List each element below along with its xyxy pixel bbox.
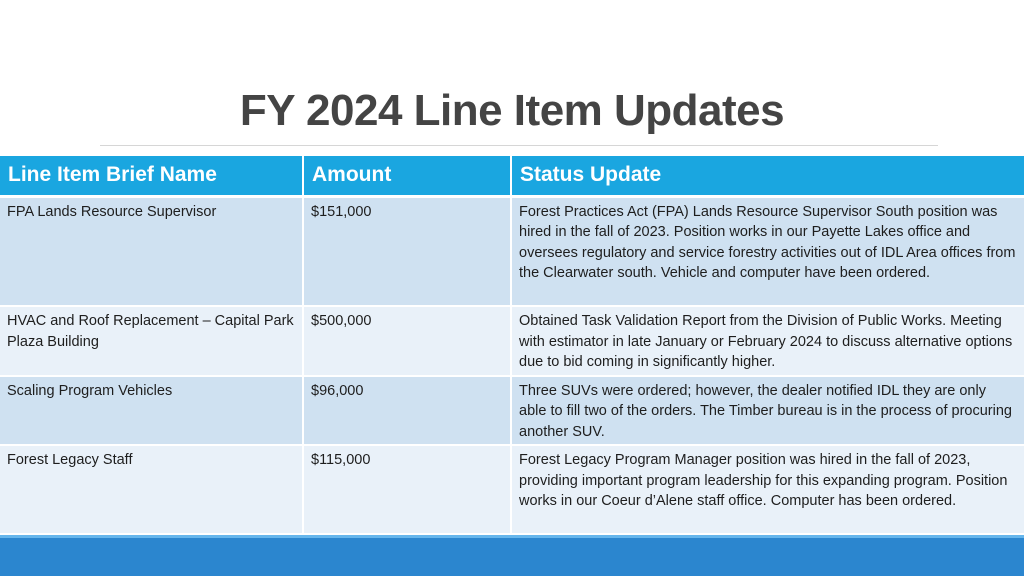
slide-title: FY 2024 Line Item Updates <box>239 86 785 135</box>
title-divider <box>100 145 938 146</box>
header-status-update: Status Update <box>511 156 1024 196</box>
line-item-amount: $96,000 <box>303 376 511 446</box>
line-item-status: Forest Practices Act (FPA) Lands Resource Supervisor South position was hired in the fall of 2023. Position works in our Payette Lakes office and oversees regulatory and service forestry activities out of IDL Area offices from the Clearwater south. Vehicle and computer have been ordered. <box>511 196 1024 306</box>
line-item-name: FPA Lands Resource Supervisor <box>0 196 303 306</box>
header-line-item-name: Line Item Brief Name <box>0 156 303 196</box>
table-row <box>0 376 1024 446</box>
line-item-name: HVAC and Roof Replacement – Capital Park Plaza Building <box>0 306 303 376</box>
line-item-amount: $500,000 <box>303 306 511 376</box>
line-item-amount: $115,000 <box>303 445 511 534</box>
footer-band <box>0 535 1024 576</box>
line-item-status: Three SUVs were ordered; however, the dealer notified IDL they are only able to fill two of the orders. The Timber bureau is in the process of procuring another SUV. <box>511 376 1024 446</box>
line-item-amount: $151,000 <box>303 196 511 306</box>
line-item-name: Scaling Program Vehicles <box>0 376 303 446</box>
line-item-status: Obtained Task Validation Report from the Division of Public Works. Meeting with estimator in late January or February 2024 to discuss alternative options due to bid coming in significantly higher. <box>511 306 1024 376</box>
header-amount: Amount <box>303 156 511 196</box>
table-row <box>0 306 1024 376</box>
line-item-status: Forest Legacy Program Manager position was hired in the fall of 2023, providing important program leadership for this expanding program. Position works in our Coeur d’Alene staff office. Computer has been ordered. <box>511 445 1024 534</box>
line-item-table <box>0 156 1024 535</box>
table-header-row <box>0 156 1024 196</box>
table-row <box>0 445 1024 534</box>
table-row <box>0 196 1024 306</box>
line-item-name: Forest Legacy Staff <box>0 445 303 534</box>
